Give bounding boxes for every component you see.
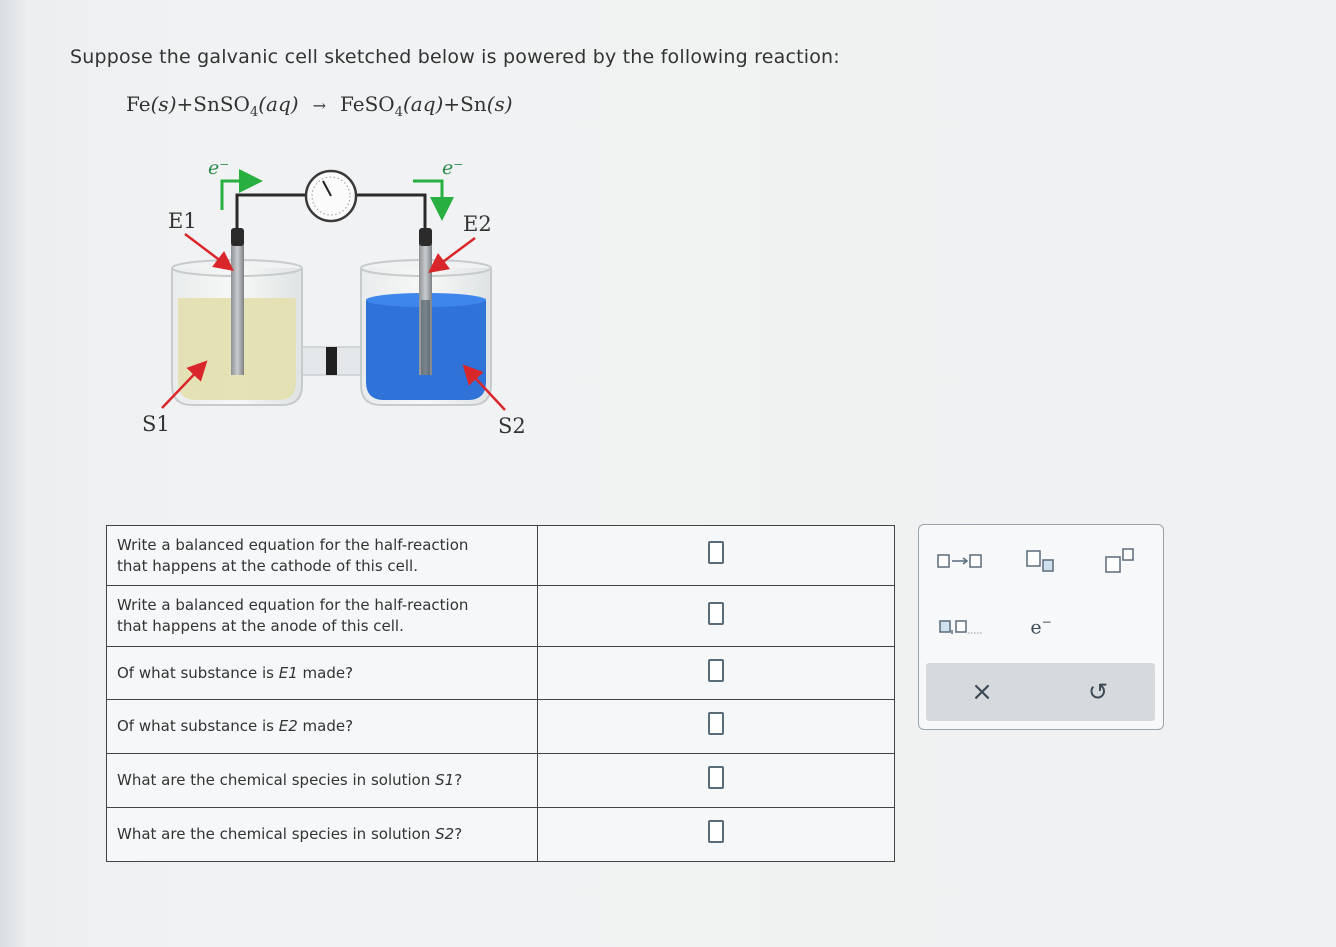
reaction-arrow-button[interactable] bbox=[933, 543, 989, 579]
reaction-equation: Fe(s)+SnSO$_4$(aq) → FeSO$_4$(aq)+Sn(s) bbox=[126, 92, 513, 120]
undo-button[interactable] bbox=[1070, 674, 1126, 710]
table-row bbox=[107, 647, 895, 700]
question-e2: Of what substance is E2 made? bbox=[107, 700, 538, 754]
answer-input-e2[interactable] bbox=[708, 712, 724, 735]
superscript-button[interactable] bbox=[1093, 543, 1149, 579]
question-cathode: Write a balanced equation for the half-reaction that happens at the cathode of this cell. bbox=[107, 526, 538, 586]
superscript-icon bbox=[1101, 547, 1141, 575]
reaction-arrow: → bbox=[312, 96, 326, 115]
answer-input-e1[interactable] bbox=[708, 659, 724, 682]
question-s2: What are the chemical species in solution S2? bbox=[107, 808, 538, 862]
answer-cell bbox=[538, 700, 895, 754]
table-row bbox=[107, 808, 895, 862]
table-row bbox=[107, 586, 895, 647]
electron-label-left: e⁻ bbox=[208, 157, 230, 179]
answer-input-anode[interactable] bbox=[708, 602, 724, 625]
subscript-icon bbox=[1021, 548, 1061, 574]
label-s1: S1 bbox=[142, 412, 170, 436]
answer-input-s2[interactable] bbox=[708, 820, 724, 843]
state-list-icon bbox=[936, 617, 986, 637]
question-table bbox=[106, 525, 895, 862]
answer-input-cathode[interactable] bbox=[708, 541, 724, 564]
question-s1: What are the chemical species in solution S1? bbox=[107, 754, 538, 808]
reaction-arrow-icon bbox=[936, 551, 986, 571]
clear-icon: × bbox=[971, 677, 993, 707]
answer-cell bbox=[538, 647, 895, 700]
label-s2: S2 bbox=[498, 414, 526, 438]
answer-cell bbox=[538, 808, 895, 862]
clear-button[interactable] bbox=[954, 674, 1010, 710]
question-anode: Write a balanced equation for the half-reaction that happens at the anode of this cell. bbox=[107, 586, 538, 647]
label-e2: E2 bbox=[463, 212, 492, 236]
answer-cell bbox=[538, 526, 895, 586]
palette-action-bar bbox=[926, 663, 1155, 721]
electron-button[interactable] bbox=[1013, 609, 1069, 645]
subscript-button[interactable] bbox=[1013, 543, 1069, 579]
table-row bbox=[107, 526, 895, 586]
voltmeter-icon bbox=[306, 171, 356, 221]
answer-input-s1[interactable] bbox=[708, 766, 724, 789]
question-e1: Of what substance is E1 made? bbox=[107, 647, 538, 700]
answer-cell bbox=[538, 586, 895, 647]
state-list-button[interactable] bbox=[933, 609, 989, 645]
table-row bbox=[107, 754, 895, 808]
electrode-e1 bbox=[231, 230, 244, 375]
electron-icon: e− bbox=[1030, 615, 1052, 639]
label-e1: E1 bbox=[168, 209, 197, 233]
answer-cell bbox=[538, 754, 895, 808]
question-prompt: Suppose the galvanic cell sketched below is powered by the following reaction: bbox=[70, 46, 840, 68]
galvanic-cell-diagram bbox=[130, 150, 550, 450]
math-palette bbox=[918, 524, 1164, 730]
undo-icon: ↺ bbox=[1087, 678, 1109, 706]
pointer-arrow-e2 bbox=[432, 238, 475, 270]
electron-label-right: e⁻ bbox=[442, 157, 464, 179]
table-row bbox=[107, 700, 895, 754]
